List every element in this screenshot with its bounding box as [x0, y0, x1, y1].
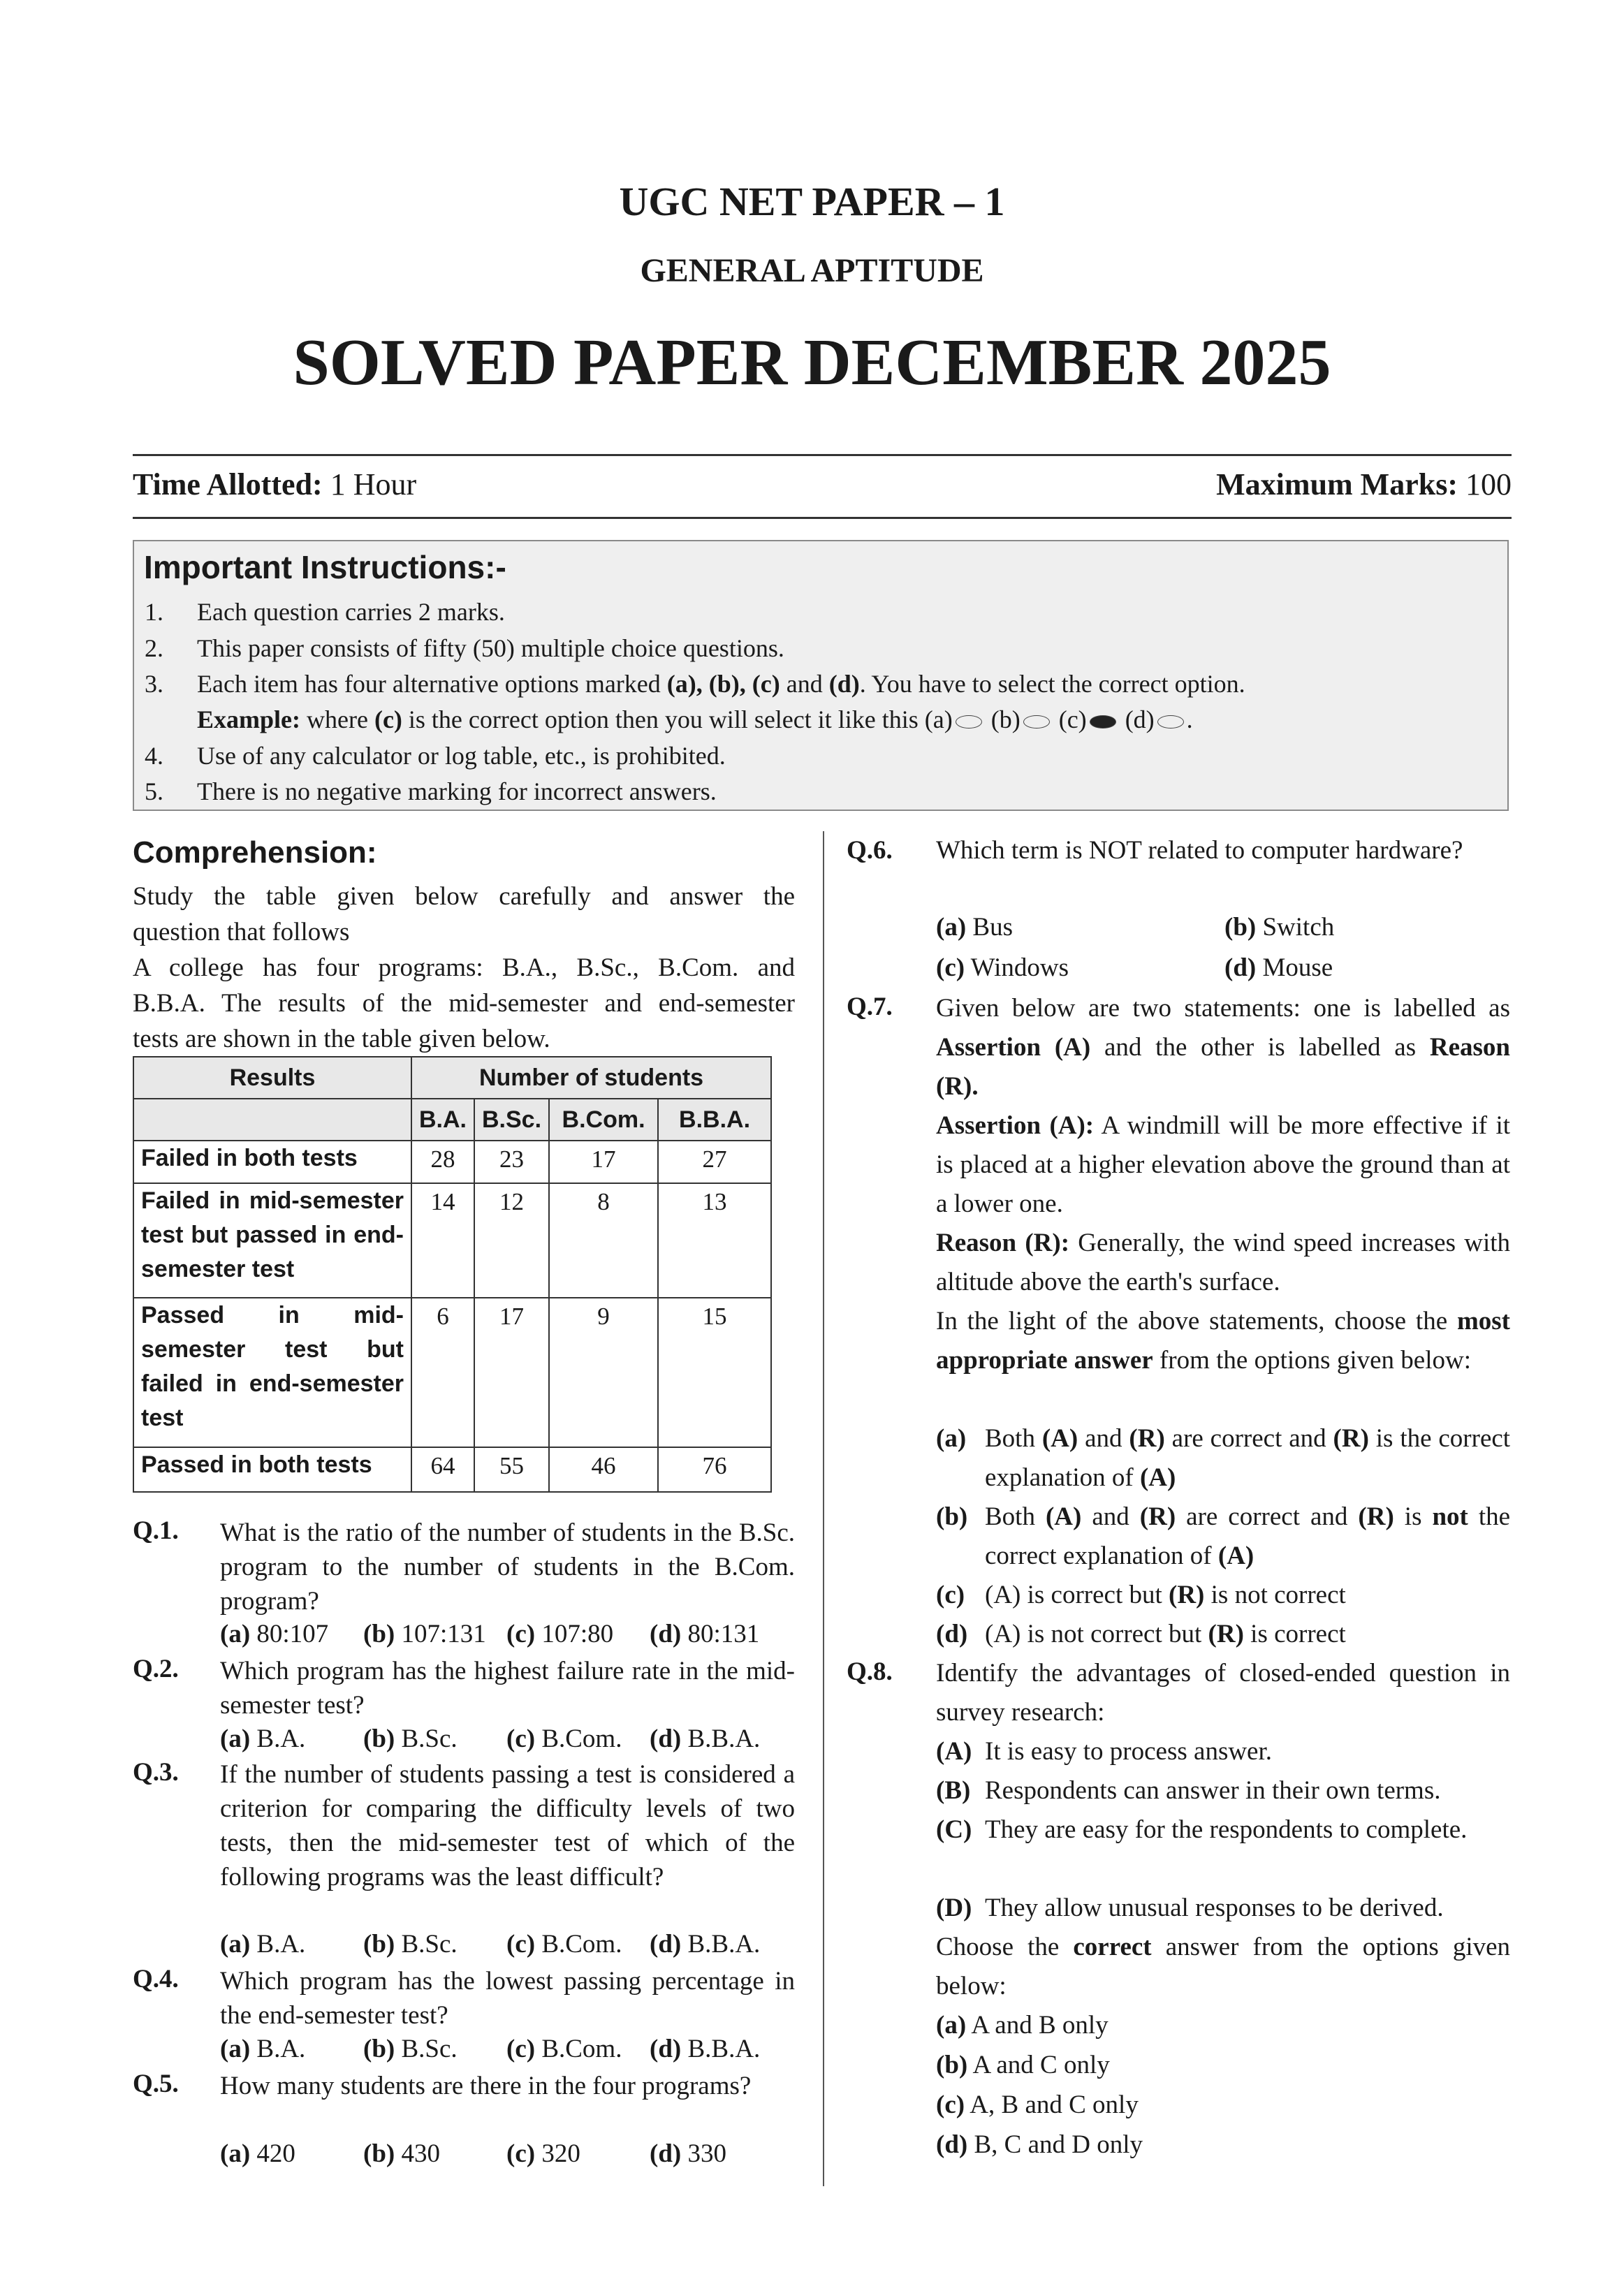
question-text: How many students are there in the four programs? [220, 2072, 752, 2100]
statement-item: (B) Respondents can answer in their own terms. [936, 1776, 1441, 1805]
paper-subtitle: GENERAL APTITUDE [640, 252, 984, 289]
table-row: Passed in both tests 64 55 46 76 [133, 1447, 771, 1492]
option-b: (b) Both (A) and (R) are correct and (R) is not the correct explanation of (A) [936, 1502, 1511, 1570]
instruction-item: 5. There is no negative marking for incorrect answers. [145, 777, 717, 805]
instructions-title: Important Instructions:- [144, 549, 506, 585]
question-instruction: In the light of the above statements, choose the most appropriate answer from the options given below: [936, 1307, 1510, 1375]
statement-item: (A) It is easy to process answer. [936, 1737, 1273, 1766]
option-a: (a) A and B only [936, 2011, 1109, 2040]
question-number: Q.1. [133, 1516, 179, 1545]
statement-item: (D) They allow unusual responses to be derived. [936, 1894, 1444, 1922]
option-d: (d) B, C and D only [936, 2130, 1143, 2159]
option-a: (a) Both (A) and (R) are correct and (R) is the correct explanation of (A) [936, 1424, 1511, 1492]
instruction-item: 4. Use of any calculator or log table, etc., is prohibited. [145, 742, 726, 770]
option-d: (d) (A) is not correct but (R) is correct [936, 1620, 1346, 1648]
results-table [133, 1056, 772, 1493]
option-c: (c) (A) is correct but (R) is not correct [936, 1581, 1346, 1609]
column-divider [823, 831, 824, 2186]
question-text: Which program has the highest failure rate in the mid-semester test? [220, 1657, 795, 1720]
question-text: Which term is NOT related to computer hardware? [936, 836, 1463, 865]
empty-bubble-icon [956, 715, 982, 729]
paper-title: UGC NET PAPER – 1 [619, 179, 1005, 224]
empty-bubble-icon [1157, 715, 1184, 729]
instruction-item: 2. This paper consists of fifty (50) multiple choice questions. [145, 634, 784, 662]
comprehension-heading: Comprehension: [133, 835, 377, 870]
table-header-blank [133, 1099, 411, 1141]
question-text: Given below are two statements: one is labelled as Assertion (A) and the other is labelled as Reason (R). [936, 994, 1511, 1101]
solved-paper-heading: SOLVED PAPER DECEMBER 2025 [293, 326, 1331, 399]
instructions-box [133, 540, 1509, 811]
question-number: Q.2. [133, 1655, 179, 1683]
time-allotted: Time Allotted: 1 Hour [133, 467, 417, 502]
comprehension-passage: Study the table given below carefully and answer the question that follows A college has four programs: B.A., B.Sc., B.Com. and B.B.A. The results of the mid-semester and end-semester tests are shown in the table given below. [133, 882, 795, 1053]
question-number: Q.5. [133, 2070, 179, 2098]
filled-bubble-icon [1090, 715, 1116, 729]
table-col-header: B.Sc. [474, 1099, 549, 1141]
empty-bubble-icon [1023, 715, 1050, 729]
option-c: (c) A, B and C only [936, 2091, 1139, 2119]
question-text: Which program has the lowest passing percentage in the end-semester test? [220, 1967, 795, 2030]
question-number: Q.7. [847, 993, 893, 1021]
question-text: Identify the advantages of closed-ended question in survey research: [936, 1659, 1510, 1727]
maximum-marks: Maximum Marks: 100 [1216, 467, 1512, 502]
table-col-header: B.A. [411, 1099, 474, 1141]
reason-statement: Reason (R): Generally, the wind speed increases with altitude above the earth's surface. [936, 1229, 1511, 1296]
question-number: Q.6. [847, 836, 893, 865]
question-number: Q.8. [847, 1657, 893, 1686]
question-text: What is the ratio of the number of students in the B.Sc. program to the number of students in the B.Com. program? [220, 1518, 795, 1616]
table-header-results: Results [133, 1057, 411, 1099]
header-bottom-rule [133, 517, 1512, 519]
instruction-item: 1. Each question carries 2 marks. [145, 598, 505, 626]
statement-item: (C) They are easy for the respondents to complete. [936, 1815, 1468, 1844]
question-number: Q.3. [133, 1758, 179, 1787]
table-col-header: B.Com. [549, 1099, 658, 1141]
table-row: Failed in mid-semester test but passed in end-semester test 14 12 8 13 [133, 1183, 771, 1298]
table-row: Failed in both tests 28 23 17 27 [133, 1141, 771, 1183]
table-header-number: Number of students [411, 1057, 771, 1099]
header-top-rule [133, 454, 1512, 456]
instruction-example: Example: where (c) is the correct option then you will select it like this (a) (b) (c) (d) . [197, 705, 1193, 733]
question-instruction: Choose the correct answer from the options given below: [936, 1933, 1511, 2000]
table-row: Passed in mid-semester test but failed in end-semester test 6 17 9 15 [133, 1298, 771, 1447]
question-number: Q.4. [133, 1965, 179, 1993]
instruction-item: 3. Each item has four alternative options marked (a), (b), (c) and (d). You have to select the correct option. [145, 670, 1245, 698]
option-b: (b) A and C only [936, 2051, 1110, 2079]
assertion-statement: Assertion (A): A windmill will be more effective if it is placed at a higher elevation above the ground than at a lower one. [936, 1111, 1511, 1218]
table-col-header: B.B.A. [658, 1099, 771, 1141]
question-text: If the number of students passing a test is considered a criterion for comparing the difficulty levels of two tests, then the mid-semester test of which of the following programs was the least difficult? [220, 1760, 795, 1891]
